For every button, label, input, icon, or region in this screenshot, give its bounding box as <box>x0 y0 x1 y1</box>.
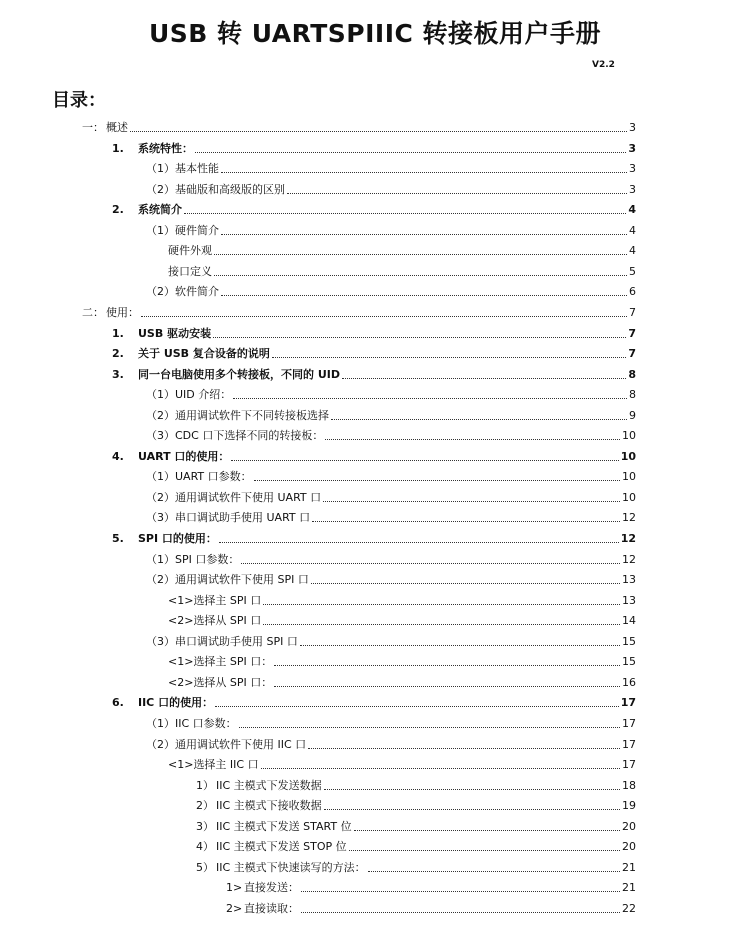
toc-entry-number: <2> <box>168 675 194 689</box>
toc-entry-number: 2. <box>112 203 124 217</box>
toc-leader-dots <box>301 891 620 892</box>
toc-entry[interactable] <box>168 651 636 669</box>
toc-leader-dots <box>215 706 619 707</box>
toc-entry[interactable] <box>146 425 636 443</box>
toc-entry-title: UART 口参数： <box>175 470 252 484</box>
toc-entry-title: SPI 口参数： <box>175 552 240 566</box>
toc-entry-number: （2） <box>146 408 175 422</box>
toc-entry-number: 3） <box>196 819 214 833</box>
toc-entry-page: 17 <box>622 716 636 730</box>
toc-entry-page: 4 <box>629 244 636 258</box>
toc-entry[interactable] <box>112 343 636 361</box>
toc-entry[interactable] <box>82 302 636 320</box>
toc-entry-title: 系统简介 <box>138 203 182 217</box>
toc-entry-title: 选择从 SPI 口 <box>193 614 262 628</box>
toc-leader-dots <box>274 665 620 666</box>
toc-entry[interactable] <box>146 734 636 752</box>
toc-entry-number: 3. <box>112 367 124 381</box>
toc-leader-dots <box>221 172 627 173</box>
toc-entry-number: 一： <box>82 121 104 134</box>
toc-entry-number: （1） <box>146 716 175 730</box>
toc-entry-number: 二： <box>82 305 104 319</box>
toc-entry-title: 选择主 SPI 口： <box>193 655 273 669</box>
toc-entry[interactable] <box>168 672 636 690</box>
toc-entry[interactable] <box>196 836 636 854</box>
toc-leader-dots <box>221 234 627 235</box>
toc-entry-title: UID 介绍： <box>175 388 232 402</box>
toc-entry-number: （1） <box>146 388 175 402</box>
toc-entry[interactable] <box>146 569 636 587</box>
toc-entry[interactable] <box>82 117 636 135</box>
toc-entry-title: IIC 主模式下发送 STOP 位 <box>216 840 347 854</box>
toc-entry[interactable] <box>168 261 636 279</box>
toc-entry[interactable] <box>112 323 636 341</box>
toc-entry-page: 19 <box>622 799 636 813</box>
toc-entry[interactable] <box>168 754 636 772</box>
toc-entry[interactable] <box>112 446 636 464</box>
toc-entry-number: <2> <box>168 614 194 628</box>
toc-entry-title: 通用调试软件下不同转接板选择 <box>175 408 329 422</box>
toc-entry-title: IIC 主模式下发送数据 <box>216 778 322 792</box>
toc-entry-page: 3 <box>628 141 636 155</box>
toc-leader-dots <box>221 295 627 296</box>
toc-entry-page: 17 <box>622 737 636 751</box>
toc-entry-number: 2> <box>226 901 243 915</box>
toc-entry-title: USB 驱动安装 <box>138 326 212 340</box>
toc-entry-title: CDC 口下选择不同的转接板： <box>175 429 324 443</box>
toc-leader-dots <box>214 275 627 276</box>
toc-entry-number: （1） <box>146 470 175 484</box>
toc-entry-page: 12 <box>620 532 636 545</box>
toc-entry-page: 22 <box>622 901 636 915</box>
toc-entry-title: 通用调试软件下使用 IIC 口 <box>175 737 307 751</box>
toc-leader-dots <box>287 193 627 194</box>
toc-leader-dots <box>241 563 620 564</box>
toc-leader-dots <box>219 542 619 543</box>
toc-entry-page: 18 <box>622 778 636 792</box>
toc-leader-dots <box>274 686 620 687</box>
toc-entry-title: UART 口的使用： <box>138 449 230 463</box>
toc-entry-page: 6 <box>629 285 636 299</box>
toc-leader-dots <box>130 131 627 132</box>
toc-entry-title: 关于 USB 复合设备的说明 <box>138 347 270 361</box>
toc-entry-number: （1） <box>146 223 175 237</box>
toc-entry[interactable] <box>168 590 636 608</box>
toc-entry-page: 10 <box>622 490 636 504</box>
toc-entry[interactable] <box>146 220 636 238</box>
toc-entry-page: 7 <box>629 305 636 319</box>
toc-entry[interactable] <box>112 364 636 382</box>
toc-entry-number: 1. <box>112 141 124 155</box>
toc-entry-number: 5） <box>196 860 214 874</box>
toc-entry-title: 选择主 IIC 口 <box>193 758 259 772</box>
toc-entry-title: IIC 口的使用： <box>138 696 214 710</box>
toc-entry-page: 4 <box>629 223 636 237</box>
toc-entry-page: 10 <box>620 449 636 463</box>
toc-leader-dots <box>325 439 620 440</box>
toc-entry-number: 4） <box>196 840 214 854</box>
toc-entry[interactable] <box>146 405 636 423</box>
toc-entry-title: 选择主 SPI 口 <box>193 593 262 607</box>
toc-heading: 目录： <box>52 90 106 111</box>
toc-leader-dots <box>349 850 620 851</box>
toc-entry[interactable] <box>146 713 636 731</box>
toc-leader-dots <box>233 398 627 399</box>
toc-entry-page: 12 <box>622 511 636 525</box>
toc-leader-dots <box>254 480 620 481</box>
toc-entry-number: （1） <box>146 552 175 566</box>
toc-entry-title: 同一台电脑使用多个转接板，不同的 UID <box>138 367 340 381</box>
toc-entry-title: 基础版和高级版的区别 <box>175 182 285 196</box>
toc-entry-number: （2） <box>146 490 175 504</box>
version-label: V2.2 <box>592 60 615 70</box>
toc-entry-number: （1） <box>146 162 175 176</box>
toc-entry[interactable] <box>196 795 636 813</box>
toc-entry[interactable] <box>146 507 636 525</box>
toc-entry-title: IIC 主模式下发送 START 位 <box>216 819 352 833</box>
toc-entry-number: （2） <box>146 182 175 196</box>
toc-entry-number: 2. <box>112 347 124 361</box>
toc-entry-page: 3 <box>629 182 636 196</box>
toc-entry[interactable] <box>146 549 636 567</box>
toc-entry[interactable] <box>146 158 636 176</box>
toc-entry[interactable] <box>146 281 636 299</box>
toc-entry-page: 20 <box>622 819 636 833</box>
toc-entry-page: 21 <box>622 860 636 874</box>
toc-entry-number: 6. <box>112 696 124 710</box>
toc-entry[interactable] <box>196 775 636 793</box>
toc-entry-title: 通用调试软件下使用 UART 口 <box>175 490 322 504</box>
toc-leader-dots <box>214 254 627 255</box>
toc-leader-dots <box>368 871 620 872</box>
toc-entry-title: 通用调试软件下使用 SPI 口 <box>175 573 309 587</box>
toc-entry-page: 4 <box>628 203 636 217</box>
toc-entry[interactable] <box>196 857 636 875</box>
toc-entry-title: 选择从 SPI 口： <box>193 675 273 689</box>
toc-entry[interactable] <box>226 898 636 916</box>
toc-entry-title: 软件简介 <box>175 285 219 299</box>
toc-entry-page: 10 <box>622 429 636 443</box>
toc-entry-number: 5. <box>112 532 124 545</box>
toc-entry[interactable] <box>112 692 636 710</box>
toc-entry-title: SPI 口的使用： <box>138 532 217 545</box>
toc-entry-page: 13 <box>622 593 636 607</box>
toc-leader-dots <box>323 501 620 502</box>
toc-entry-page: 16 <box>622 675 636 689</box>
toc-entry[interactable] <box>146 631 636 649</box>
toc-entry-title: 直接发送： <box>244 881 299 895</box>
toc-entry-page: 3 <box>629 121 636 134</box>
toc-entry-page: 3 <box>629 162 636 176</box>
toc-entry[interactable] <box>112 138 636 156</box>
toc-entry-title: 使用： <box>106 305 139 319</box>
toc-entry-number: 2） <box>196 799 214 813</box>
toc-entry-page: 17 <box>620 696 636 710</box>
toc-entry-title: 接口定义 <box>168 264 212 278</box>
toc-entry-page: 17 <box>622 758 636 772</box>
toc-entry-page: 7 <box>628 326 636 340</box>
toc-leader-dots <box>331 419 627 420</box>
toc-leader-dots <box>231 460 618 461</box>
toc-entry-page: 8 <box>628 367 636 381</box>
toc-entry-title: 概述 <box>106 121 128 134</box>
toc-leader-dots <box>184 213 626 214</box>
toc-leader-dots <box>213 337 626 338</box>
toc-entry[interactable] <box>146 179 636 197</box>
toc-entry-number: （2） <box>146 285 175 299</box>
toc-entry-number: <1> <box>168 758 194 772</box>
toc-entry-number: （2） <box>146 737 175 751</box>
toc-entry-page: 20 <box>622 840 636 854</box>
toc-entry-number: 1） <box>196 778 214 792</box>
toc-leader-dots <box>195 152 626 153</box>
toc-entry-page: 5 <box>629 264 636 278</box>
toc-entry-page: 21 <box>622 881 636 895</box>
toc-entry-number: 1> <box>226 881 243 895</box>
toc-entry-title: 系统特性： <box>138 141 193 155</box>
toc-entry[interactable] <box>146 487 636 505</box>
toc-leader-dots <box>312 521 620 522</box>
toc-leader-dots <box>311 583 620 584</box>
toc-entry-page: 12 <box>622 552 636 566</box>
toc-entry-page: 7 <box>628 347 636 361</box>
toc-entry-page: 14 <box>622 614 636 628</box>
toc-entry-title: 硬件简介 <box>175 223 219 237</box>
toc-entry-page: 13 <box>622 573 636 587</box>
toc-entry-title: IIC 主模式下接收数据 <box>216 799 322 813</box>
document-title: USB 转 UARTSPIIIC 转接板用户手册 <box>148 19 602 48</box>
toc-entry-number: （3） <box>146 429 175 443</box>
toc-entry-title: 基本性能 <box>175 162 219 176</box>
toc-entry[interactable] <box>112 199 636 217</box>
toc-leader-dots <box>261 768 620 769</box>
toc-entry-number: 1. <box>112 326 124 340</box>
toc-entry-title: 直接读取： <box>244 901 299 915</box>
toc-entry-page: 15 <box>622 655 636 669</box>
toc-entry-title: 串口调试助手使用 SPI 口 <box>175 634 298 648</box>
toc-leader-dots <box>324 809 620 810</box>
toc-leader-dots <box>141 316 627 317</box>
toc-entry-page: 9 <box>629 408 636 422</box>
toc-leader-dots <box>301 912 620 913</box>
toc-entry-number: （3） <box>146 511 175 525</box>
toc-entry-number: <1> <box>168 593 194 607</box>
toc-entry[interactable] <box>196 816 636 834</box>
toc-entry-page: 8 <box>629 388 636 402</box>
toc-leader-dots <box>342 378 626 379</box>
toc-entry-number: 4. <box>112 449 124 463</box>
toc-entry-title: IIC 口参数： <box>175 716 237 730</box>
toc-leader-dots <box>300 645 620 646</box>
toc-entry[interactable] <box>168 240 636 258</box>
toc-leader-dots <box>324 789 620 790</box>
toc-leader-dots <box>263 624 620 625</box>
toc-entry-title: 串口调试助手使用 UART 口 <box>175 511 311 525</box>
toc-leader-dots <box>308 748 620 749</box>
toc-entry-page: 10 <box>622 470 636 484</box>
toc-entry-page: 15 <box>622 634 636 648</box>
toc-entry-number: （2） <box>146 573 175 587</box>
toc-entry-number: （3） <box>146 634 175 648</box>
toc-entry[interactable] <box>112 528 636 546</box>
toc-entry[interactable] <box>146 466 636 484</box>
toc-entry[interactable] <box>146 384 636 402</box>
toc-leader-dots <box>263 604 620 605</box>
toc-leader-dots <box>239 727 620 728</box>
toc-leader-dots <box>272 357 626 358</box>
toc-entry[interactable] <box>168 610 636 628</box>
toc-entry-title: 硬件外观 <box>168 244 212 258</box>
toc-entry-title: IIC 主模式下快速读写的方法： <box>216 860 366 874</box>
toc-entry[interactable] <box>226 877 636 895</box>
toc-leader-dots <box>354 830 620 831</box>
toc-entry-number: <1> <box>168 655 194 669</box>
